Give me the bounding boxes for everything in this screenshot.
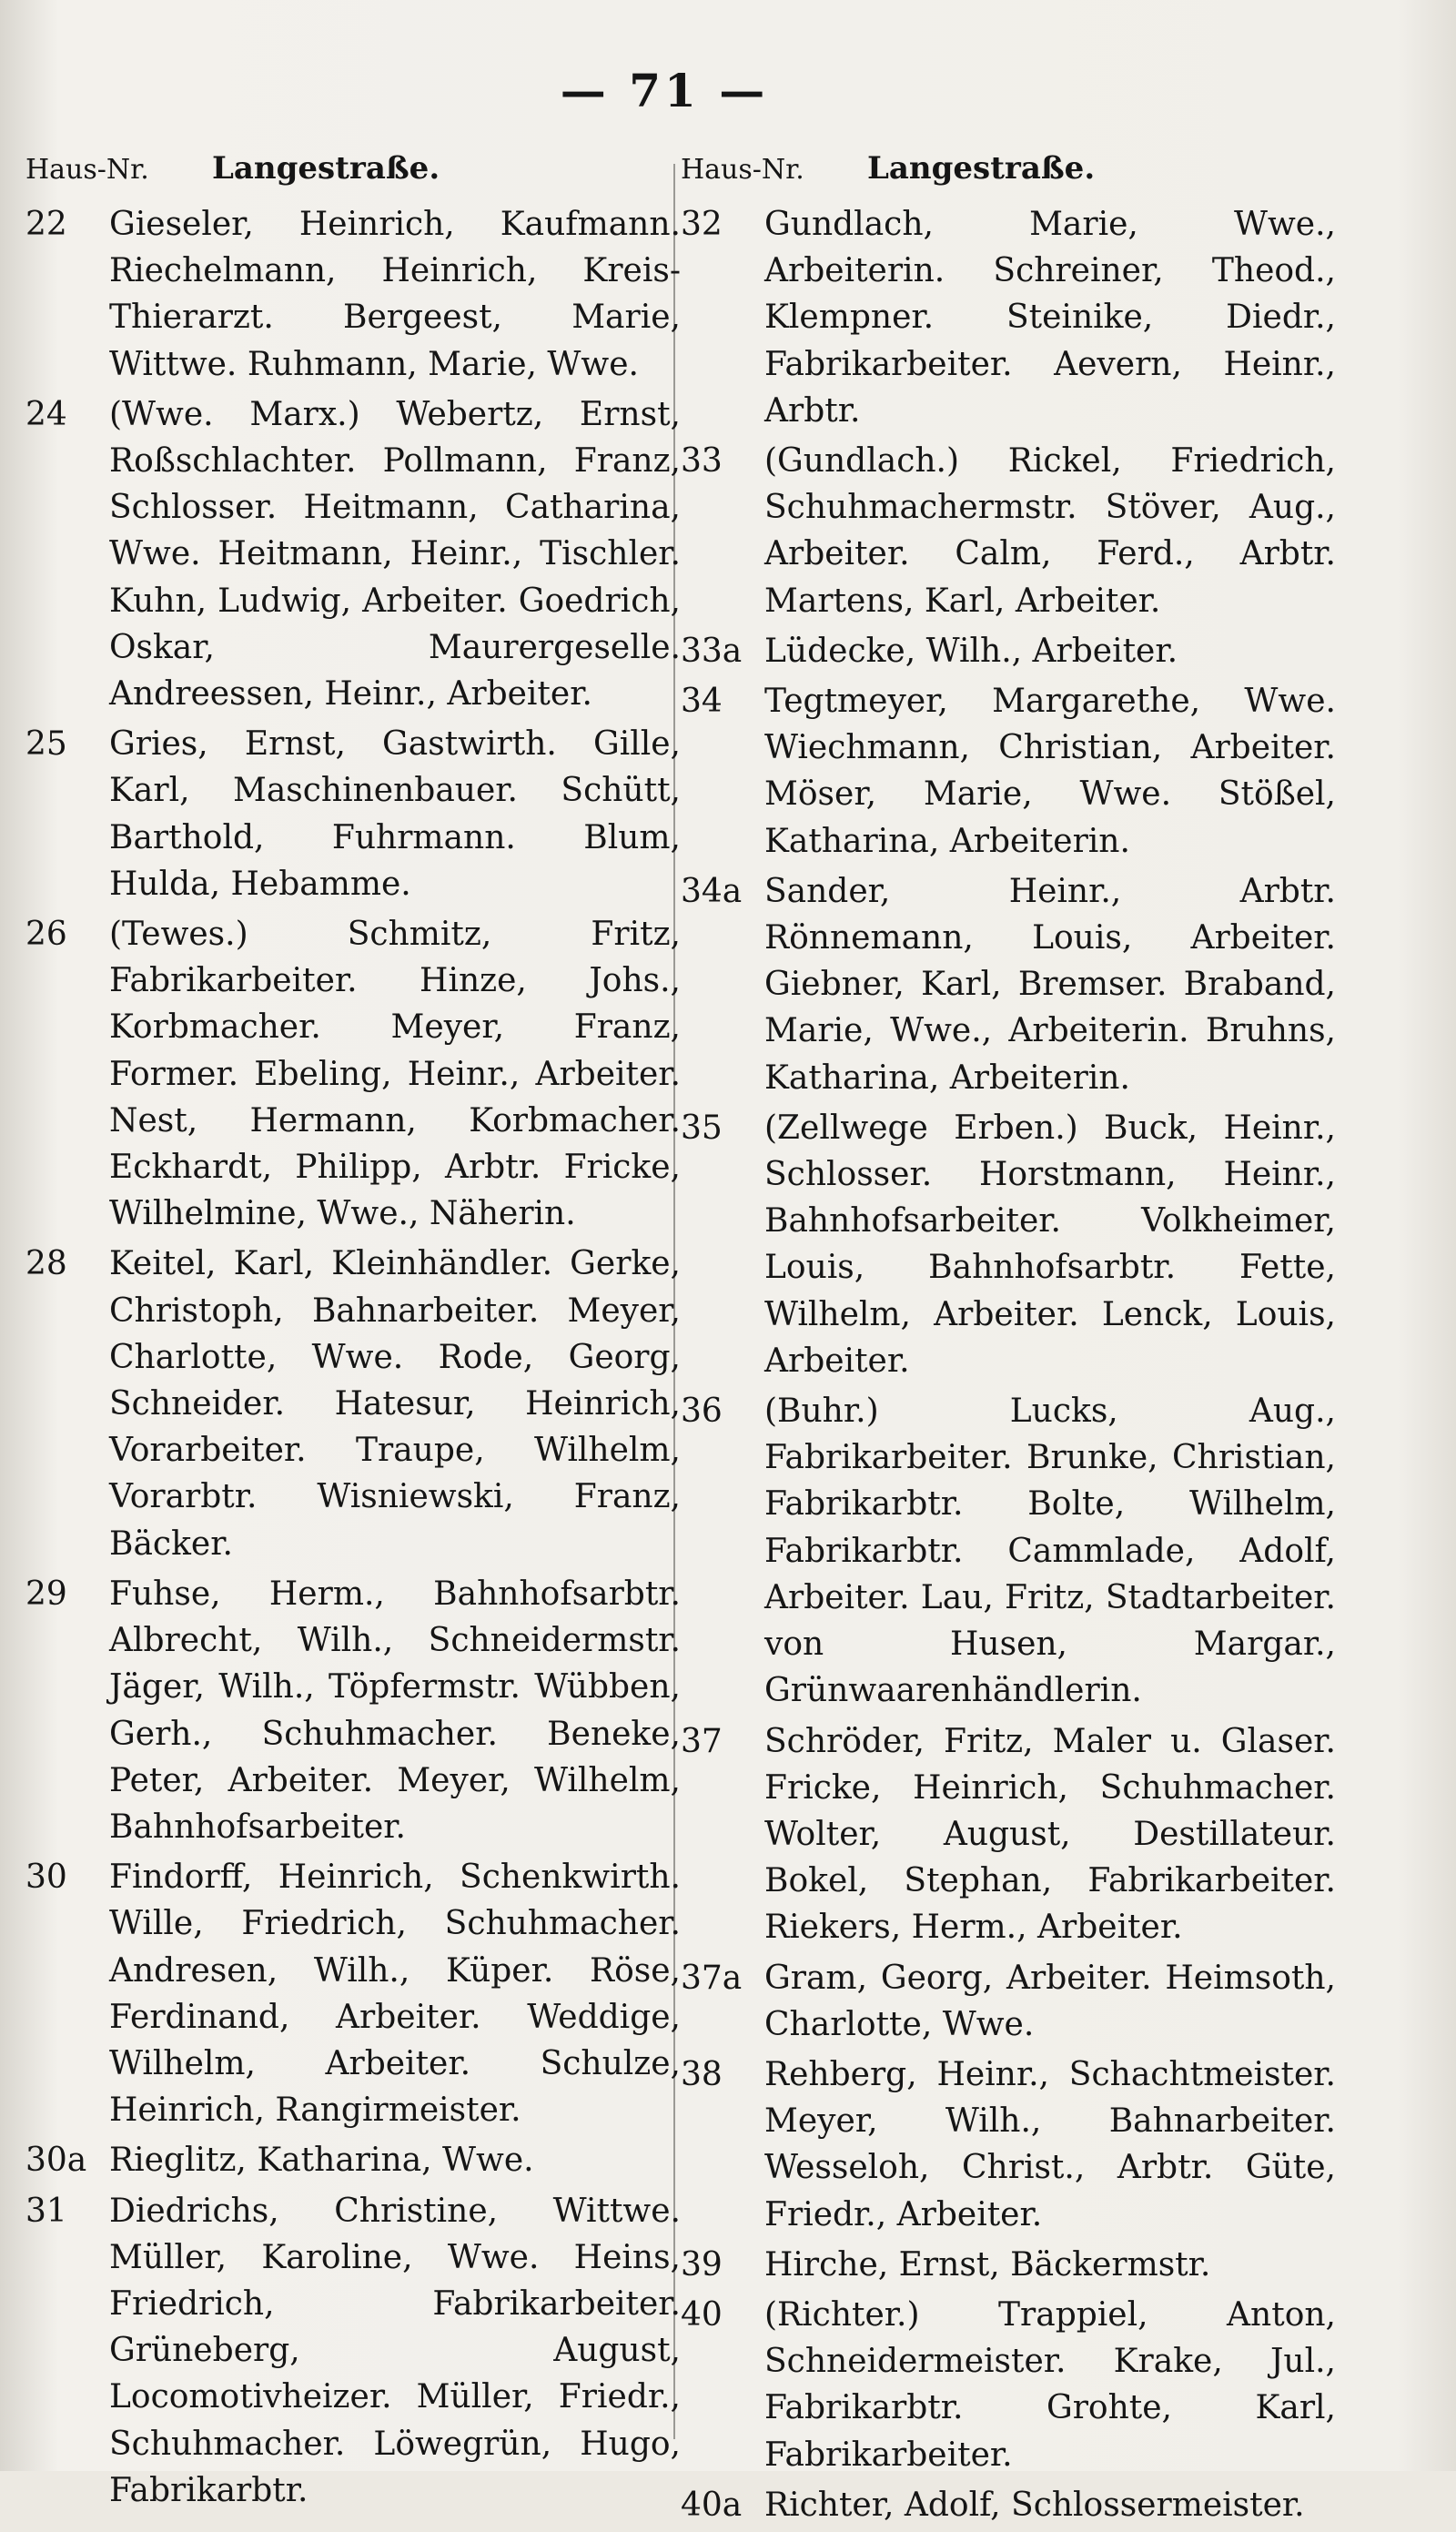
right-column-header: [681, 150, 1336, 201]
house-entry: [25, 201, 681, 388]
residents-text: Hirche, Ernst, Bäckermstr.: [764, 2245, 1211, 2284]
residents-text: (Richter.) Trappiel, Anton, Schneidermeister. Krake, Jul., Fabrikarbtr. Grohte, Karl, Fabrikarbeiter.: [764, 2295, 1336, 2474]
residents-text: Lüdecke, Wilh., Arbeiter.: [764, 632, 1178, 670]
left-entries: [25, 201, 681, 2514]
house-entry: [681, 2292, 1336, 2478]
house-entry: [681, 678, 1336, 865]
house-number: 35: [681, 1109, 723, 1147]
house-number: 22: [25, 206, 67, 243]
residents-text: (Gundlach.) Rickel, Friedrich, Schuhmachermstr. Stöver, Aug., Arbeiter. Calm, Ferd., Arbtr. Martens, Karl, Arbeiter.: [764, 442, 1336, 620]
house-number: 34: [681, 683, 723, 721]
page-number: — 71 —: [560, 64, 769, 117]
house-entry: [25, 1241, 681, 1566]
house-number: 40: [681, 2295, 723, 2334]
house-entry: [25, 2137, 681, 2183]
residents-text: Rieglitz, Katharina, Wwe.: [109, 2142, 534, 2180]
right-column: [681, 150, 1336, 2532]
house-number-label: Haus-Nr.: [681, 154, 804, 186]
house-number: 37: [681, 1722, 723, 1760]
residents-text: (Zellwege Erben.) Buck, Heinr., Schlosser. Horstmann, Heinr., Bahnhofsarbeiter. Volkheimer, Louis, Bahnhofsarbtr. Fette, Wilhelm, Arbeiter. Lenck, Louis, Arbeiter.: [764, 1109, 1336, 1380]
house-entry: [25, 1571, 681, 1850]
house-number: 29: [25, 1575, 67, 1613]
street-name: Langestraße.: [867, 150, 1096, 187]
residents-text: (Tewes.) Schmitz, Fritz, Fabrikarbeiter. Hinze, Johs., Korbmacher. Meyer, Franz, Former. Ebeling, Heinr., Arbeiter. Nest, Hermann, Korbmacher. Eckhardt, Philipp, Arbtr. Fricke, Wilhelmine, Wwe., Näherin.: [109, 916, 681, 1233]
house-entry: [25, 391, 681, 717]
house-number: 30: [25, 1858, 67, 1897]
house-number: 30a: [25, 2142, 87, 2180]
house-entry: [25, 721, 681, 907]
residents-text: (Buhr.) Lucks, Aug., Fabrikarbeiter. Brunke, Christian, Fabrikarbtr. Bolte, Wilhelm, Fabrikarbtr. Cammlade, Adolf, Arbeiter. Lau, Fritz, Stadtarbeiter. von Husen, Margar., Grünwaarenhändlerin.: [764, 1393, 1336, 1710]
house-entry: [681, 1105, 1336, 1384]
house-entry: [681, 1718, 1336, 1951]
house-number: 36: [681, 1393, 723, 1431]
house-number: 39: [681, 2245, 723, 2284]
residents-text: Tegtmeyer, Margarethe, Wwe. Wiechmann, Christian, Arbeiter. Möser, Marie, Wwe. Stößel, Katharina, Arbeiterin.: [764, 683, 1336, 860]
residents-text: Gieseler, Heinrich, Kaufmann. Riechelmann, Heinrich, Kreis-Thierarzt. Bergeest, Marie, Wittwe. Ruhmann, Marie, Wwe.: [109, 206, 681, 383]
left-column: [25, 150, 681, 2517]
house-number: 33a: [681, 632, 743, 670]
house-number: 31: [25, 2192, 67, 2230]
house-entry: [25, 911, 681, 1237]
house-entry: [681, 868, 1336, 1101]
house-number: 34a: [681, 872, 743, 910]
house-number: 24: [25, 395, 67, 433]
house-entry: [681, 1955, 1336, 2048]
house-entry: [681, 2482, 1336, 2528]
house-entry: [681, 1388, 1336, 1714]
house-entry: [681, 201, 1336, 434]
residents-text: Findorff, Heinrich, Schenkwirth. Wille, Friedrich, Schuhmacher. Andresen, Wilh., Küper. Röse, Ferdinand, Arbeiter. Weddige, Wilhelm, Arbeiter. Schulze, Heinrich, Rangirmeister.: [109, 1858, 681, 2130]
residents-text: Schröder, Fritz, Maler u. Glaser. Fricke, Heinrich, Schuhmacher. Wolter, August, Destillateur. Bokel, Stephan, Fabrikarbeiter. Riekers, Herm., Arbeiter.: [764, 1722, 1336, 1947]
right-entries: [681, 201, 1336, 2528]
left-column-header: [25, 150, 681, 201]
house-number-label: Haus-Nr.: [25, 154, 149, 186]
residents-text: Rehberg, Heinr., Schachtmeister. Meyer, Wilh., Bahnarbeiter. Wesseloh, Christ., Arbtr. Güte, Friedr., Arbeiter.: [764, 2055, 1336, 2233]
house-number: 26: [25, 916, 67, 954]
residents-text: Diedrichs, Christine, Wittwe. Müller, Karoline, Wwe. Heins, Friedrich, Fabrikarbeiter. Grüneberg, August, Locomotivheizer. Müller, Friedr., Schuhmacher. Löwegrün, Hugo, Fabrikarbtr.: [109, 2192, 681, 2509]
residents-text: Fuhse, Herm., Bahnhofsarbtr. Albrecht, Wilh., Schneidermstr. Jäger, Wilh., Töpfermstr. Wübben, Gerh., Schuhmacher. Beneke, Peter, Arbeiter. Meyer, Wilhelm, Bahnhofsarbeiter.: [109, 1575, 681, 1846]
residents-text: (Wwe. Marx.) Webertz, Ernst, Roßschlachter. Pollmann, Franz, Schlosser. Heitmann, Catharina, Wwe. Heitmann, Heinr., Tischler. Kuhn, Ludwig, Arbeiter. Goedrich, Oskar, Maurergeselle. Andreessen, Heinr., Arbeiter.: [109, 395, 681, 714]
house-number: 28: [25, 1245, 67, 1283]
house-entry: [681, 2051, 1336, 2238]
house-number: 25: [25, 725, 67, 764]
house-entry: [681, 438, 1336, 624]
residents-text: Sander, Heinr., Arbtr. Rönnemann, Louis, Arbeiter. Giebner, Karl, Bremser. Braband, Marie, Wwe., Arbeiterin. Bruhns, Katharina, Arbeiterin.: [764, 872, 1336, 1097]
street-name: Langestraße.: [212, 150, 440, 187]
house-entry: [681, 2242, 1336, 2288]
house-entry: [681, 628, 1336, 674]
house-number: 38: [681, 2055, 723, 2093]
residents-text: Richter, Adolf, Schlossermeister.: [764, 2486, 1305, 2524]
house-number: 33: [681, 442, 723, 481]
house-entry: [25, 1854, 681, 2133]
residents-text: Gram, Georg, Arbeiter. Heimsoth, Charlotte, Wwe.: [764, 1959, 1336, 2043]
residents-text: Gries, Ernst, Gastwirth. Gille, Karl, Maschinenbauer. Schütt, Barthold, Fuhrmann. Blum, Hulda, Hebamme.: [109, 725, 681, 903]
house-number: 37a: [681, 1959, 743, 1997]
residents-text: Keitel, Karl, Kleinhändler. Gerke, Christoph, Bahnarbeiter. Meyer, Charlotte, Wwe. Rode, Georg, Schneider. Hatesur, Heinrich, Vorarbeiter. Traupe, Wilhelm, Vorarbtr. Wisniewski, Franz, Bäcker.: [109, 1245, 681, 1563]
house-entry: [25, 2188, 681, 2514]
house-number: 40a: [681, 2486, 743, 2524]
residents-text: Gundlach, Marie, Wwe., Arbeiterin. Schreiner, Theod., Klempner. Steinike, Diedr., Fabrikarbeiter. Aevern, Heinr., Arbtr.: [764, 206, 1336, 430]
house-number: 32: [681, 206, 723, 243]
